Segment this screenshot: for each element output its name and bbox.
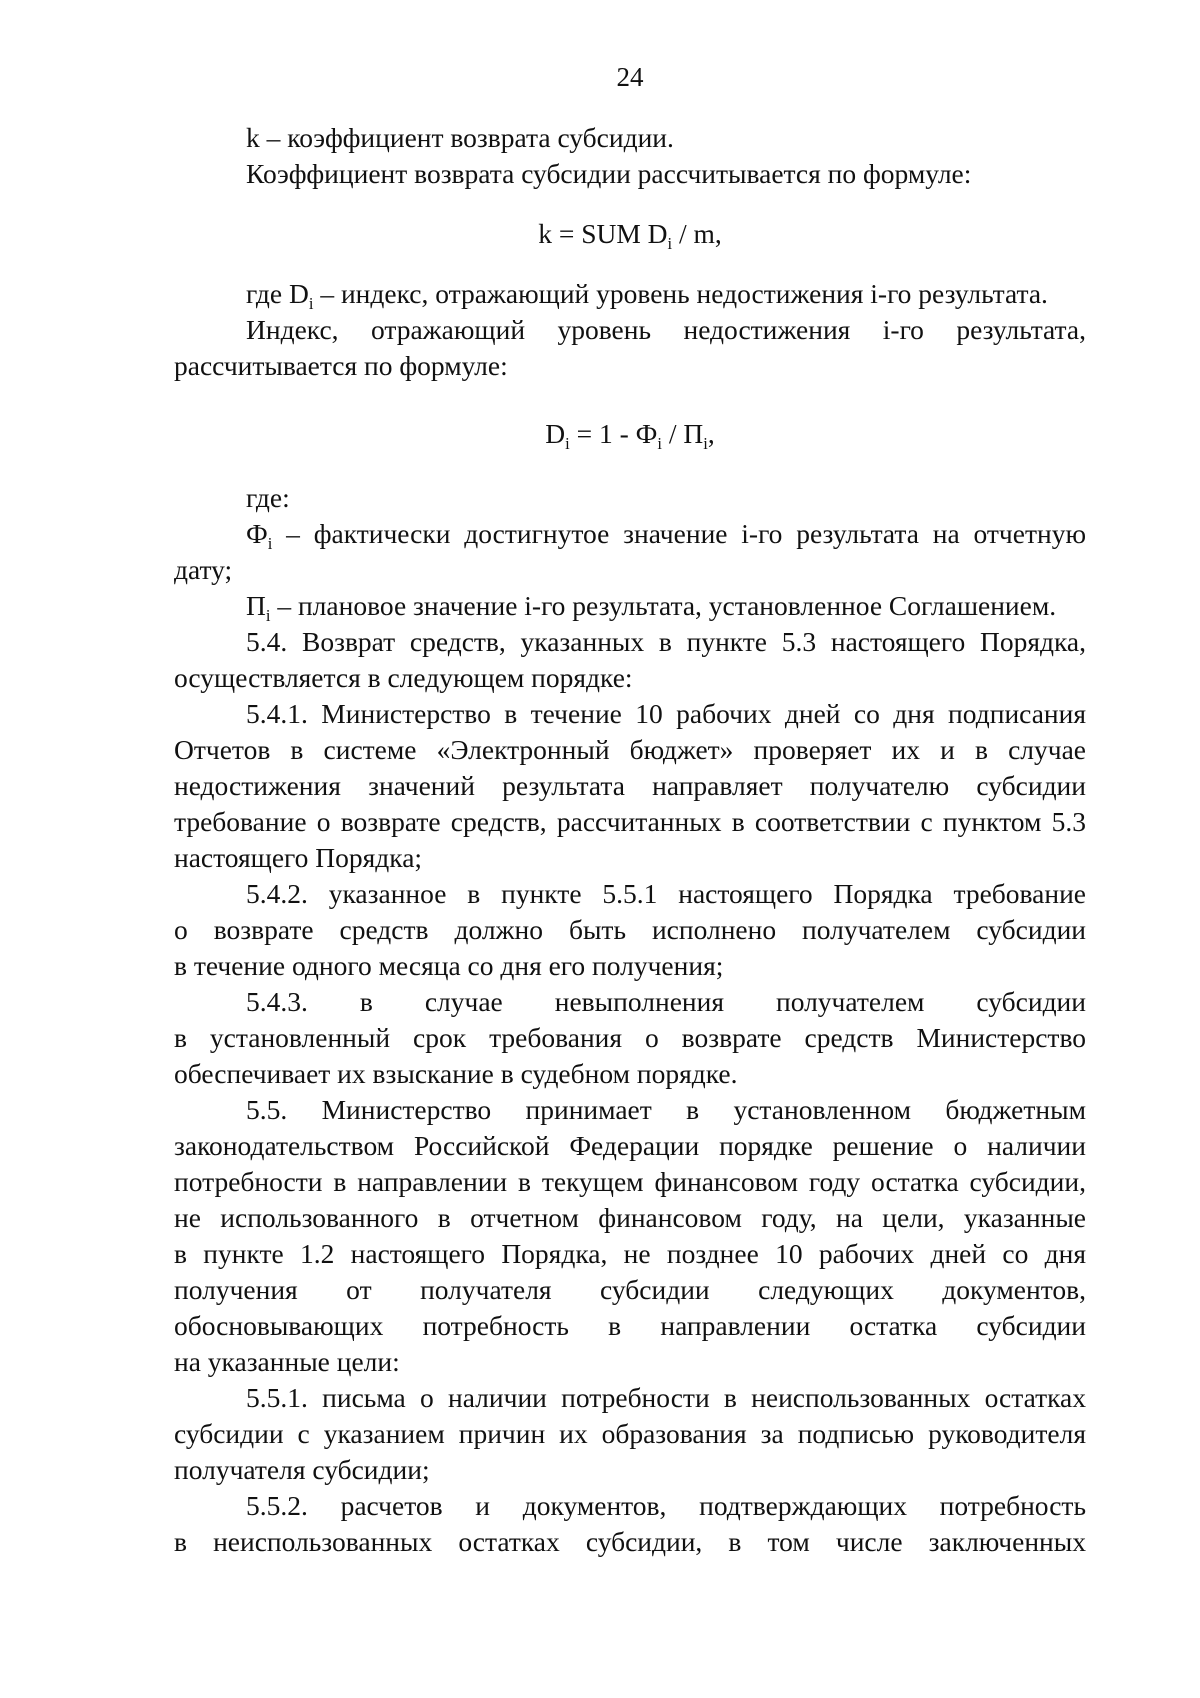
paragraph-line: осуществляется в следующем порядке: (174, 662, 633, 693)
paragraph-line (174, 276, 1086, 312)
subscript: i (308, 293, 314, 313)
formula-d-part: = 1 - Ф (569, 418, 658, 449)
paragraph-line: 5.5.2. расчетов и документов, подтверждающих потребность (246, 1490, 1086, 1521)
formula-d (174, 416, 1086, 452)
subscript: i (265, 605, 271, 625)
paragraph-line: настоящего Порядка; (174, 842, 423, 873)
paragraph-line: в установленный срок требования о возврате средств Министерство (174, 1022, 1086, 1053)
paragraph-line: 5.4.2. указанное в пункте 5.5.1 настоящего Порядка требование (246, 878, 1086, 909)
paragraph-line: 5.4.1. Министерство в течение 10 рабочих дней со дня подписания (246, 698, 1086, 729)
paragraph-line: где: (246, 482, 290, 513)
paragraph-line: 5.4.3. в случае невыполнения получателем субсидии (246, 986, 1086, 1017)
paragraph-line: в течение одного месяца со дня его получения; (174, 950, 724, 981)
subscript: i (267, 533, 273, 553)
paragraph-line: 5.5. Министерство принимает в установленном бюджетным (246, 1094, 1086, 1125)
paragraph-line: субсидии с указанием причин их образования за подписью руководителя (174, 1418, 1086, 1449)
paragraph-line: 5.4. Возврат средств, указанных в пункте 5.3 настоящего Порядка, (246, 626, 1086, 657)
paragraph-line: недостижения значений результата направляет получателю субсидии (174, 770, 1086, 801)
paragraph-line: дату; (174, 554, 233, 585)
paragraph-line (174, 588, 1086, 624)
paragraph-line: 5.5.1. письма о наличии потребности в неиспользованных остатках (246, 1382, 1086, 1413)
paragraph-line: в неиспользованных остатках субсидии, в том числе заключенных (174, 1526, 1086, 1557)
paragraph-line: обосновывающих потребность в направлении остатка субсидии (174, 1310, 1086, 1341)
paragraph-line: получения от получателя субсидии следующих документов, (174, 1274, 1086, 1305)
text-part: – фактически достигнутое значение i-го результата на отчетную (272, 518, 1086, 549)
paragraph-line: о возврате средств должно быть исполнено получателем субсидии (174, 914, 1086, 945)
formula-d-part: / П (662, 418, 704, 449)
formula-d-subscript: i (703, 433, 708, 453)
paragraph-line: не использованного в отчетном финансовом году, на цели, указанные (174, 1202, 1086, 1233)
paragraph-line: требование о возврате средств, рассчитанных в соответствии с пунктом 5.3 (174, 806, 1086, 837)
paragraph-line: Отчетов в системе «Электронный бюджет» проверяет их и в случае (174, 734, 1086, 765)
formula-d-subscript: i (565, 433, 570, 453)
formula-d-subscript: i (657, 433, 662, 453)
paragraph-line: обеспечивает их взыскание в судебном порядке. (174, 1058, 738, 1089)
formula-d-part: D (545, 418, 566, 449)
formula-k-part: k = SUM D (538, 218, 668, 249)
text-part: – плановое значение i-го результата, установленное Соглашением. (270, 590, 1057, 621)
paragraph-line: Коэффициент возврата субсидии рассчитывается по формуле: (246, 158, 972, 189)
text-part: где D (246, 278, 309, 309)
paragraph-line: на указанные цели: (174, 1346, 400, 1377)
paragraph-line: Индекс, отражающий уровень недостижения i-го результата, (246, 314, 1086, 345)
paragraph-line: получателя субсидии; (174, 1454, 430, 1485)
paragraph-line (174, 516, 1086, 552)
text-part: – индекс, отражающий уровень недостижения i-го результата. (313, 278, 1048, 309)
text-part: Ф (246, 518, 268, 549)
paragraph-line: k – коэффициент возврата субсидии. (246, 122, 674, 153)
paragraph-line: в пункте 1.2 настоящего Порядка, не позднее 10 рабочих дней со дня (174, 1238, 1086, 1269)
paragraph-line: законодательством Российской Федерации порядке решение о наличии (174, 1130, 1086, 1161)
formula-k-subscript: i (667, 233, 673, 253)
page-number: 24 (616, 62, 644, 92)
formula-d-part: , (707, 418, 715, 449)
formula-k (174, 216, 1086, 252)
paragraph-line: потребности в направлении в текущем финансовом году остатка субсидии, (174, 1166, 1086, 1197)
formula-k-part: / m, (672, 218, 722, 249)
text-part: П (246, 590, 266, 621)
paragraph-line: рассчитывается по формуле: (174, 350, 508, 381)
